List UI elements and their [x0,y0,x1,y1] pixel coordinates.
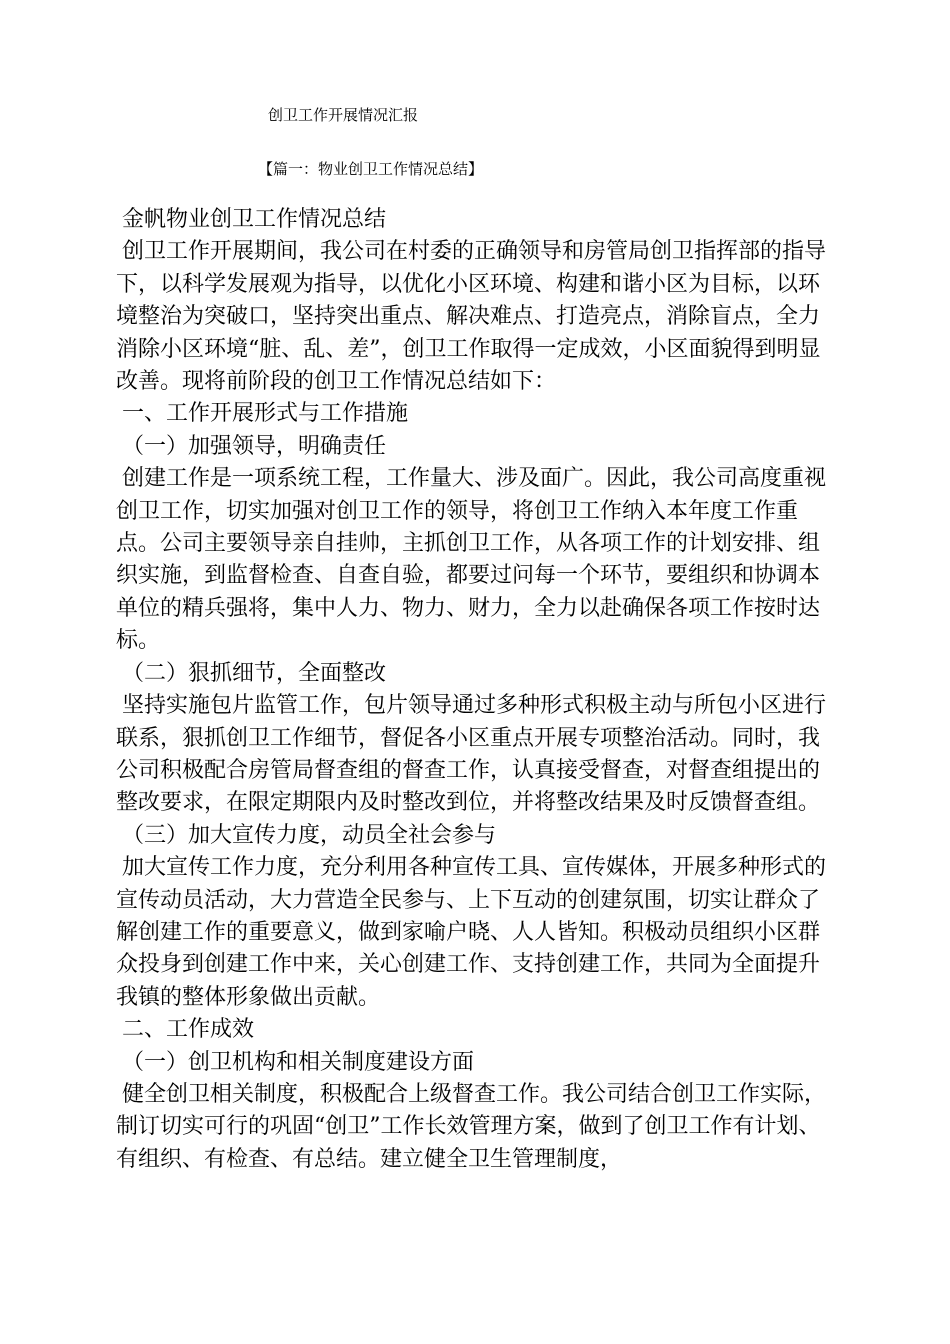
subsection-heading-2: （二）狠抓细节，全面整改 [122,660,387,686]
subsection-heading-1: （一）加强领导，明确责任 [122,433,387,459]
paragraph-2: 坚持实施包片监管工作，包片领导通过多种形式积极主动与所包小区进行联系，狠抓创卫工作细节，督促各小区重点开展专项整治活动。同时，我公司积极配合房管局督查组的督查工作，认真接受督查，对督查组提出的整改要求，在限定期限内及时整改到位，并将整改结果及时反馈督查组。 [116,693,827,816]
document-body [116,204,828,1176]
section-heading-1: 一、工作开展形式与工作措施 [122,401,409,427]
paragraph-3: 加大宣传工作力度，充分利用各种宣传工具、宣传媒体，开展多种形式的宣传动员活动，大力营造全民参与、上下互动的创建氛围，切实让群众了解创建工作的重要意义，做到家喻户晓、人人皆知。积极动员组织小区群众投身到创建工作中来，关心创建工作、支持创建工作，共同为全面提升我镇的整体形象做出贡献。 [116,855,827,1010]
section-heading-2: 二、工作成效 [122,1017,255,1043]
subsection-heading-3: （三）加大宣传力度，动员全社会参与 [122,822,497,848]
document-title: 创卫工作开展情况汇报 [268,106,419,124]
document-subtitle: 【篇一：物业创卫工作情况总结】 [258,160,484,178]
article-heading: 金帆物业创卫工作情况总结 [122,207,387,232]
paragraph-1: 创建工作是一项系统工程，工作量大、涉及面广。因此，我公司高度重视创卫工作，切实加强对创卫工作的领导，将创卫工作纳入本年度工作重点。公司主要领导亲自挂帅，主抓创卫工作，从各项工作的计划安排、组织实施，到监督检查、自查自验，都要过问每一个环节，要组织和协调本单位的精兵强将，集中人力、物力、财力，全力以赴确保各项工作按时达标。 [116,466,827,654]
intro-paragraph: 创卫工作开展期间，我公司在村委的正确领导和房管局创卫指挥部的指导下，以科学发展观为指导，以优化小区环境、构建和谐小区为目标，以环境整治为突破口，坚持突出重点、解决难点、打造亮点，消除盲点，全力消除小区环境“脏、乱、差”，创卫工作取得一定成效，小区面貌得到明显改善。现将前阶段的创卫工作情况总结如下： [116,239,827,395]
subsection-heading-4: （一）创卫机构和相关制度建设方面 [122,1049,475,1075]
paragraph-4: 健全创卫相关制度，积极配合上级督查工作。我公司结合创卫工作实际，制订切实可行的巩固“创卫”工作长效管理方案，做到了创卫工作有计划、有组织、有检查、有总结。建立健全卫生管理制度， [116,1081,827,1172]
